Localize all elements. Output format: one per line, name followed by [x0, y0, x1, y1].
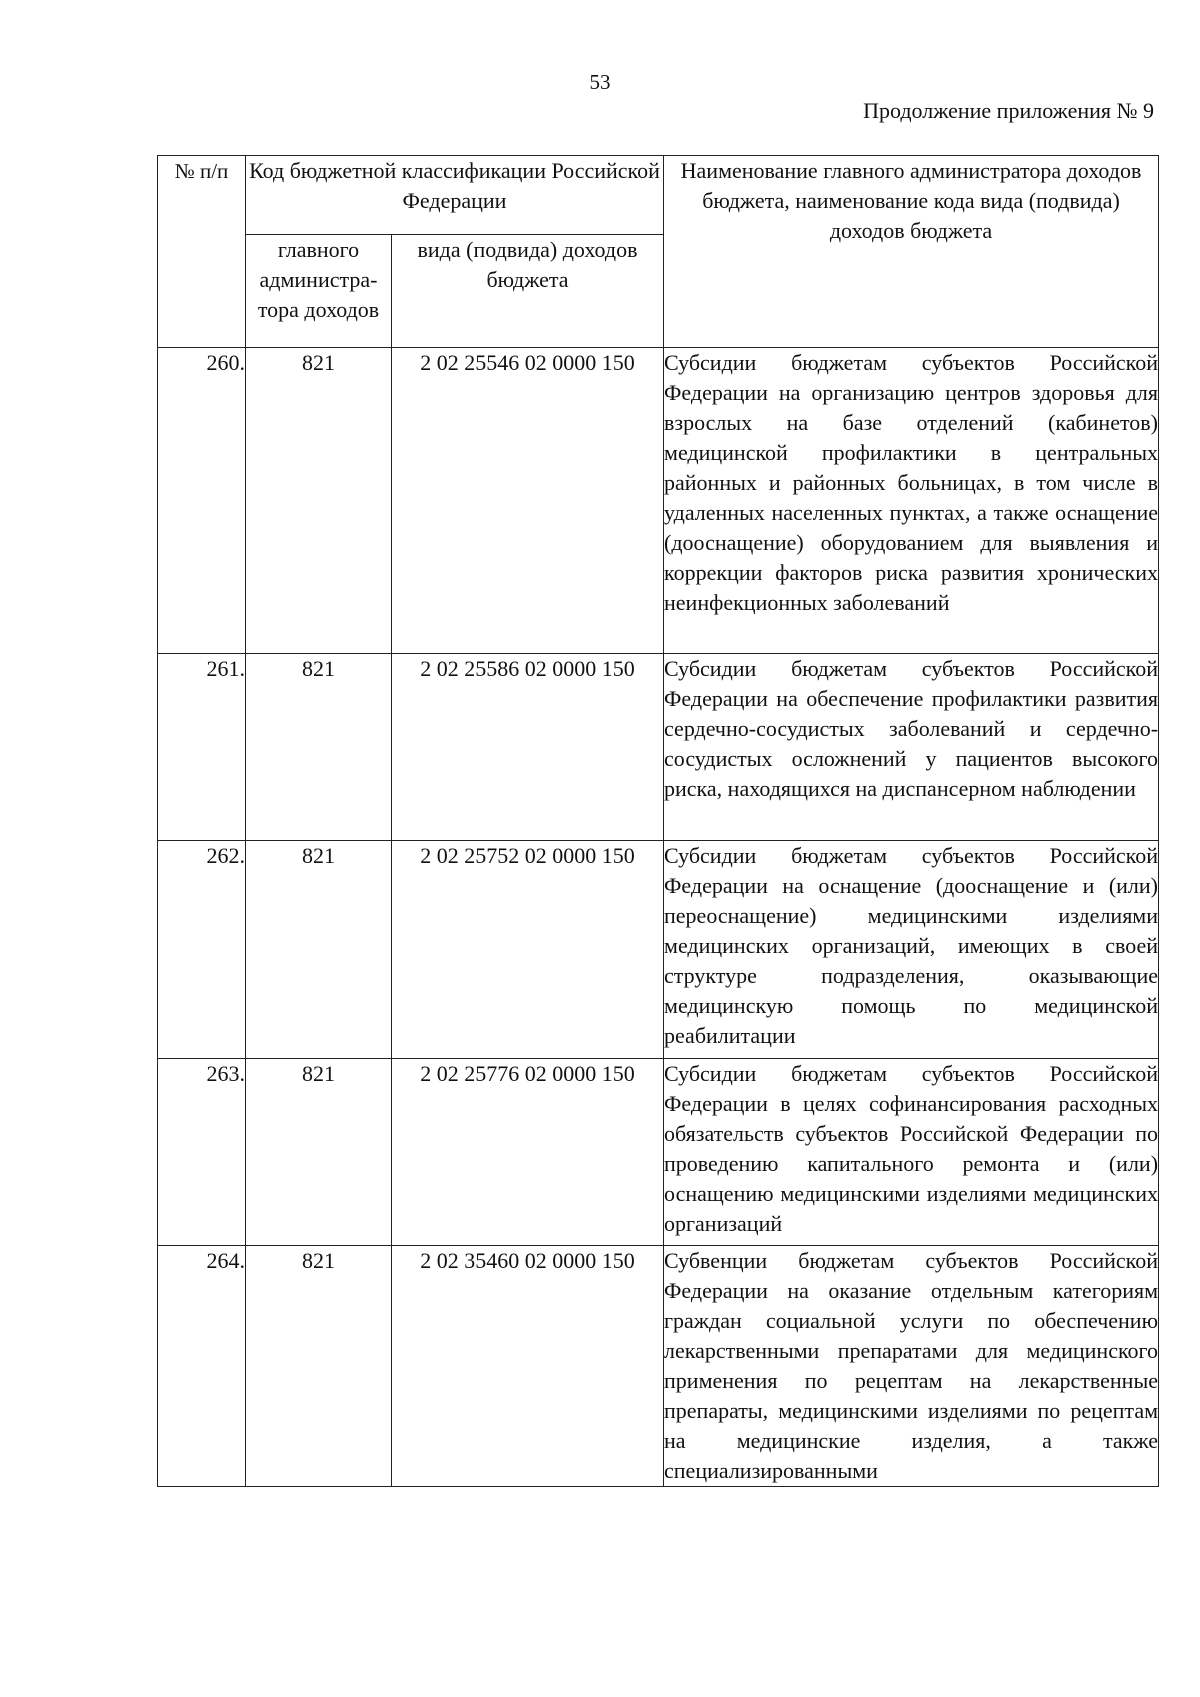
row-number: 261.: [158, 654, 246, 841]
table-row: [158, 348, 1159, 654]
row-admin-code: 821: [246, 1246, 392, 1487]
row-name: Субсидии бюджетам субъектов Российской Федерации на обеспечение профилактики развития сердечно-сосудистых заболеваний и сердечно-сосудистых осложнений у пациентов высокого риска, находящихся на диспансерном наблюдении: [664, 654, 1159, 841]
row-kind-code: 2 02 25586 02 0000 150: [392, 654, 664, 841]
row-admin-code: 821: [246, 1059, 392, 1246]
table-row: [158, 1059, 1159, 1246]
table-row: [158, 841, 1159, 1059]
row-number: 260.: [158, 348, 246, 654]
row-number: 262.: [158, 841, 246, 1059]
row-number: 263.: [158, 1059, 246, 1246]
appendix-note: Продолжение приложения № 9: [863, 98, 1154, 123]
table-header-row: [158, 156, 1159, 235]
row-admin-code: 821: [246, 654, 392, 841]
header-num: № п/п: [158, 156, 246, 348]
row-admin-code: 821: [246, 841, 392, 1059]
row-kind-code: 2 02 25752 02 0000 150: [392, 841, 664, 1059]
header-code-group: Код бюджетной классификации Российской Федерации: [246, 156, 664, 235]
header-admin-code: главного администра-тора доходов: [246, 235, 392, 348]
row-kind-code: 2 02 35460 02 0000 150: [392, 1246, 664, 1487]
table-row: [158, 1246, 1159, 1487]
table-row: [158, 654, 1159, 841]
row-name: Субсидии бюджетам субъектов Российской Федерации в целях софинансирования расходных обязательств субъектов Российской Федерации по проведению капитального ремонта и (или) оснащению медицинскими изделиями медицинских организаций: [664, 1059, 1159, 1246]
row-kind-code: 2 02 25776 02 0000 150: [392, 1059, 664, 1246]
row-name: Субвенции бюджетам субъектов Российской Федерации на оказание отдельным категориям граждан социальной услуги по обеспечению лекарственными препаратами для медицинского применения по рецептам на лекарственные препараты, медицинскими изделиями по рецептам на медицинские изделия, а также специализированными: [664, 1246, 1159, 1487]
row-kind-code: 2 02 25546 02 0000 150: [392, 348, 664, 654]
header-kind-code: вида (подвида) доходов бюджета: [392, 235, 664, 348]
page-number: 53: [589, 70, 611, 94]
row-name: Субсидии бюджетам субъектов Российской Федерации на оснащение (дооснащение и (или) переоснащение) медицинскими изделиями медицинских организаций, имеющих в своей структуре подразделения, оказывающие медицинскую помощь по медицинской реабилитации: [664, 841, 1159, 1059]
row-name: Субсидии бюджетам субъектов Российской Федерации на организацию центров здоровья для взрослых на базе отделений (кабинетов) медицинской профилактики в центральных районных и районных больницах, в том числе в удаленных населенных пунктах, а также оснащение (дооснащение) оборудованием для выявления и коррекции факторов риска развития хронических неинфекционных заболеваний: [664, 348, 1159, 654]
header-name: Наименование главного администратора доходов бюджета, наименование кода вида (подвида) доходов бюджета: [664, 156, 1159, 348]
row-number: 264.: [158, 1246, 246, 1487]
budget-classification-table: [157, 155, 1159, 1487]
row-admin-code: 821: [246, 348, 392, 654]
